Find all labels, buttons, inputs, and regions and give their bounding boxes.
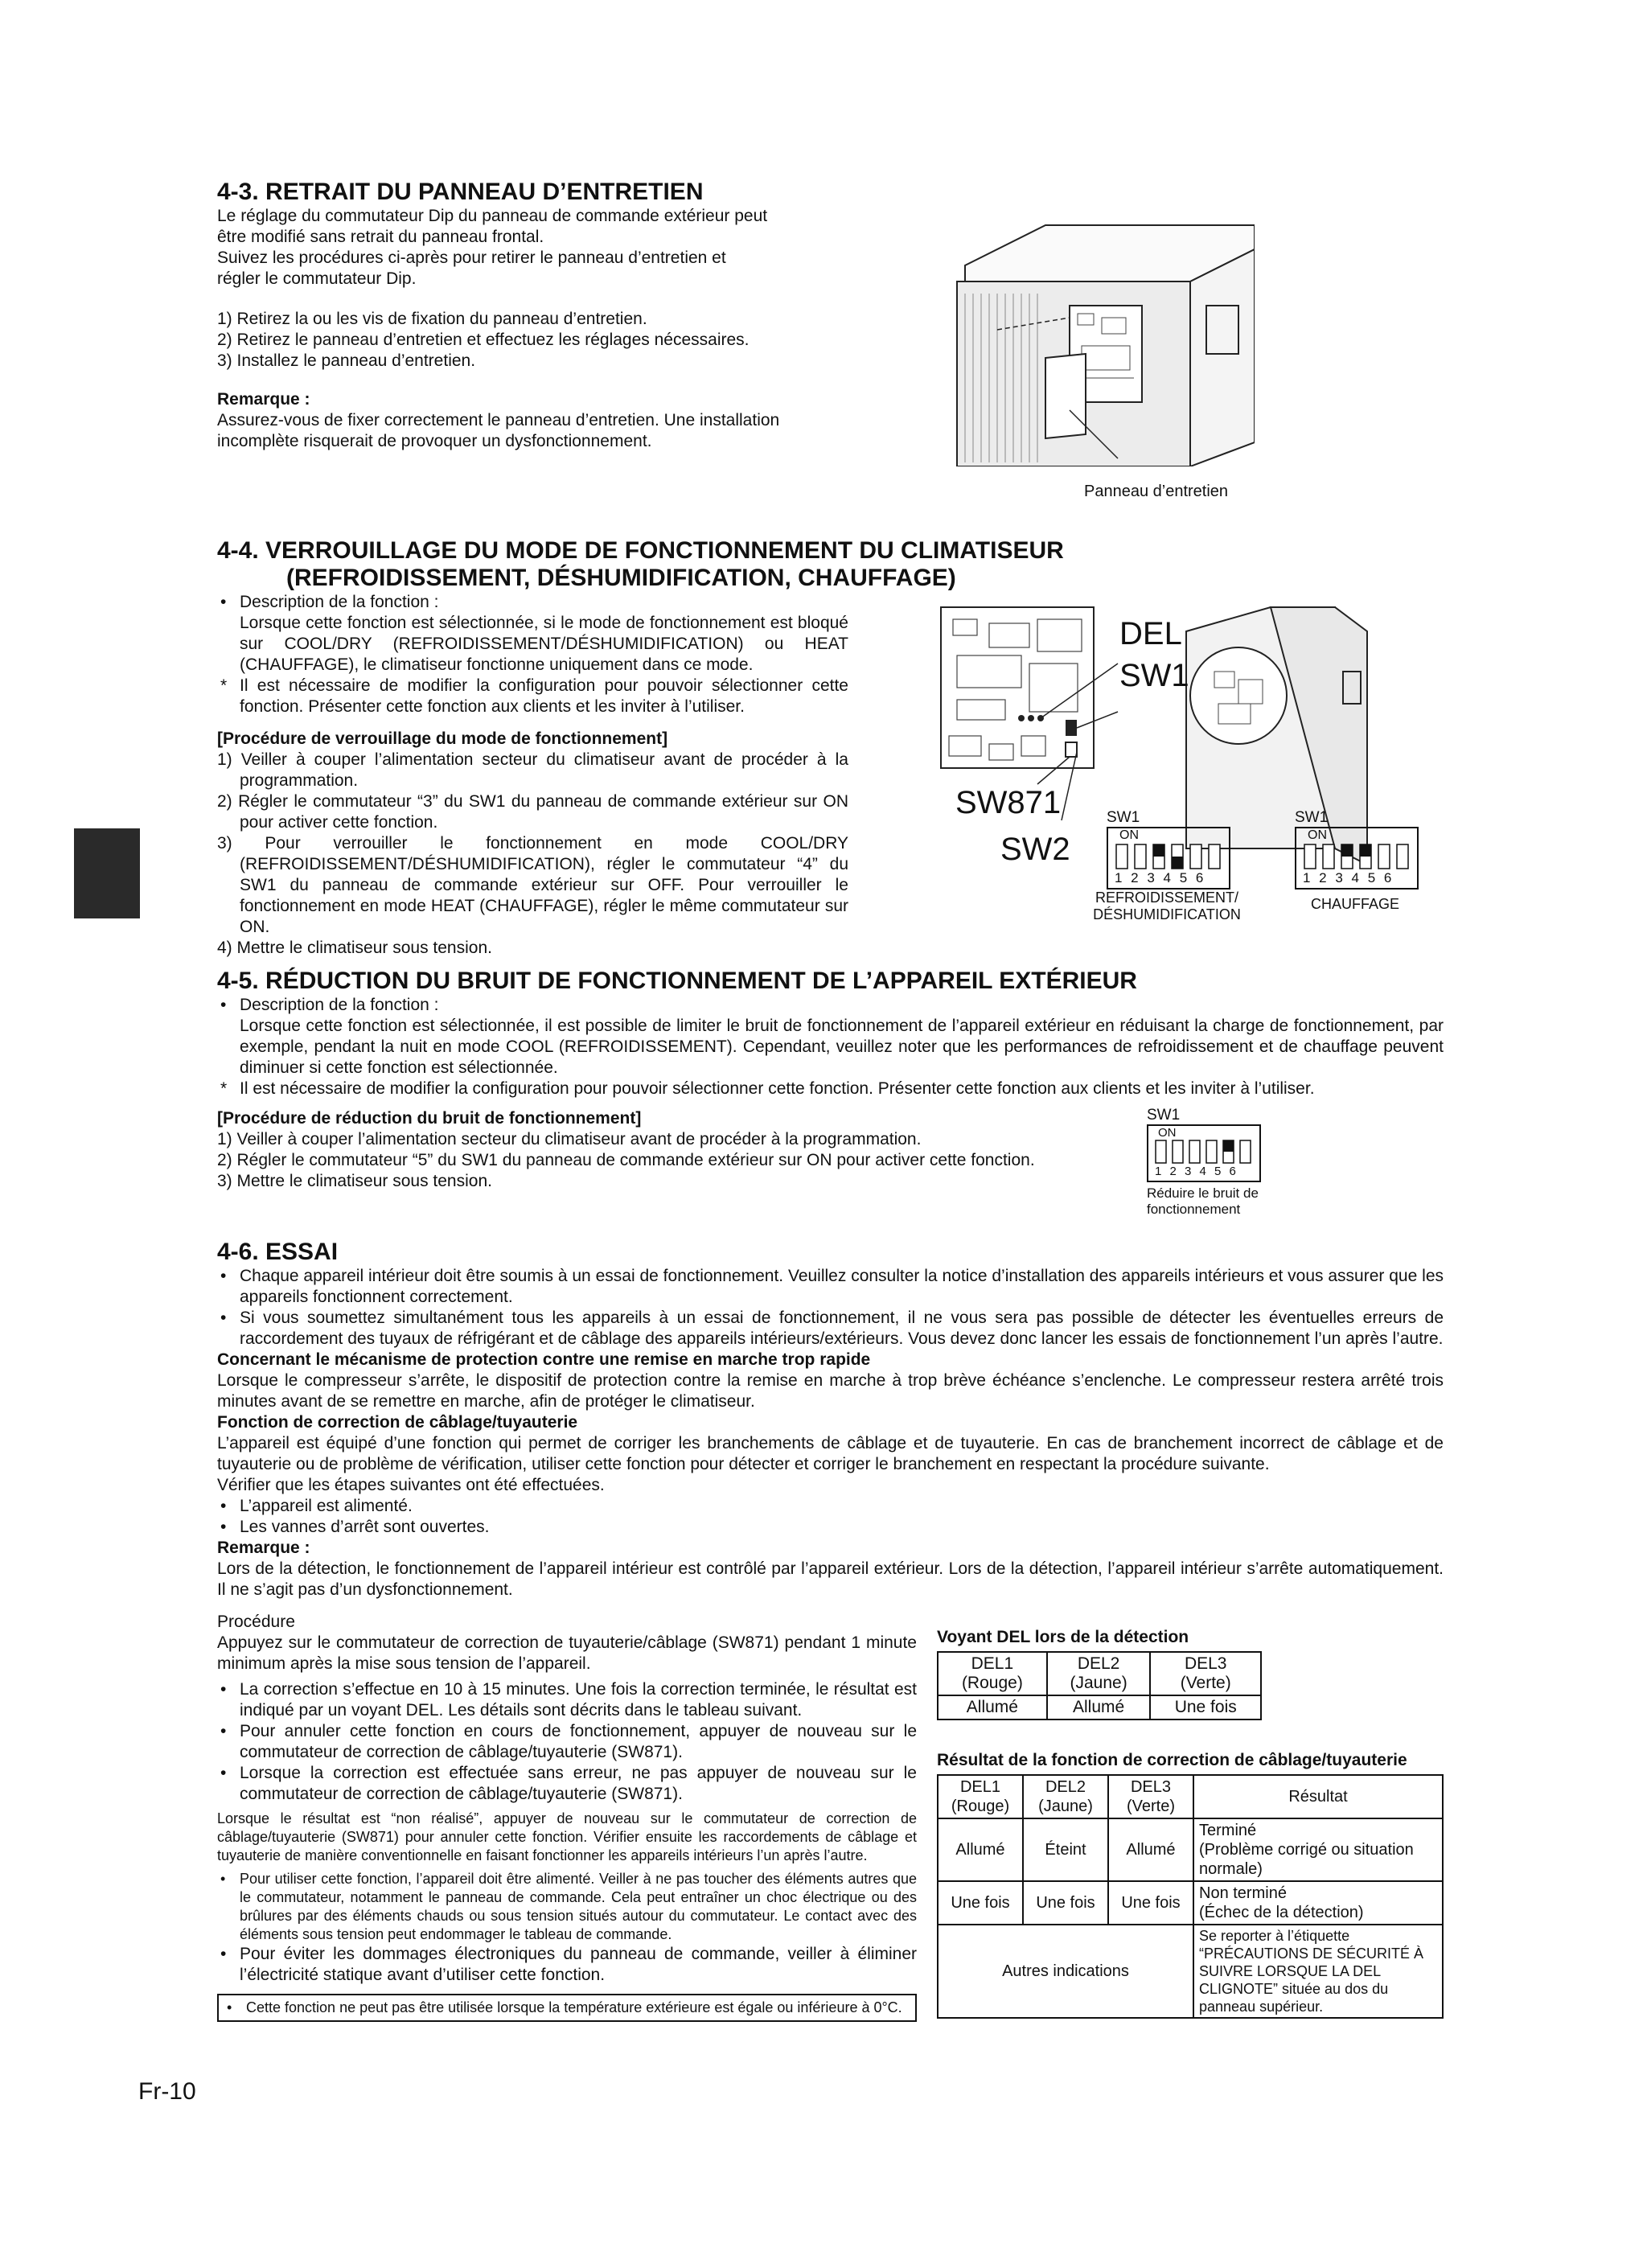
result-other-text: Se reporter à l’étiquette “PRÉCAUTIONS DE SÉCURITÉ À SUIVRE LORSQUE LA DEL CLIGNOTE” située au dos du panneau supérieur. <box>1193 1925 1443 2018</box>
result-cell: Allumé <box>938 1818 1023 1881</box>
procedure-bullet-2: • Pour annuler cette fonction en cours de fonctionnement, appuyer de nouveau sur le commutateur de correction de câblage/tuyauterie (SW871). <box>217 1721 917 1763</box>
verify-bullet-2: • Les vannes d’arrêt sont ouvertes. <box>217 1517 1444 1538</box>
description-text: Lorsque cette fonction est sélectionnée, si le mode de fonctionnement est bloqué sur COOL/DRY (REFROIDISSEMENT/DÉSHUMIDIFICATION) ou HEAT (CHAUFFAGE), le climatiseur fonctionne uniquement dans ce mode. <box>240 614 848 674</box>
step-1: 1) Veiller à couper l’alimentation secteur du climatiseur avant de procéder à la programmation. <box>217 750 848 790</box>
dip-noise-caption: Réduire le bruit de fonctionnement <box>1147 1185 1259 1217</box>
dip-on-label: ON <box>1308 828 1327 842</box>
dip-cool-caption: REFROIDISSEMENT/ DÉSHUMIDIFICATION <box>1093 890 1241 922</box>
not-done-note: Lorsque le résultat est “non réalisé”, appuyer de nouveau sur le commutateur de correction de câblage/tuyauterie (SW871) pour annuler cette fonction. Vérifier ensuite les raccordements de câblage et tuyauterie de manière conventionnelle en faisant fonctionner les appareils intérieurs l’un après l’autre. <box>217 1810 917 1863</box>
procedure-text: Appuyez sur le commutateur de correction de tuyauterie/câblage (SW871) pendant 1 minute minimum après la mise sous tension de l’appareil. <box>217 1633 917 1673</box>
verify-text: Vérifier que les étapes suivantes ont été effectuées. <box>217 1476 605 1494</box>
section-4-5 <box>217 968 1444 1099</box>
result-table-block <box>937 1750 1444 2019</box>
led-table-title: Voyant DEL lors de la détection <box>937 1628 1189 1646</box>
result-header-2: DEL2 (Jaune) <box>1023 1775 1108 1818</box>
dip-on-label: ON <box>1158 1126 1177 1140</box>
procedure-bullet-1: • La correction s’effectue en 10 à 15 minutes. Une fois la correction terminée, le résultat est indiqué par un voyant DEL. Les détails sont décrits dans le tableau suivant. <box>217 1679 917 1721</box>
safety-bullet-2: • Pour éviter les dommages électroniques du panneau de commande, veiller à éliminer l’électricité statique avant d’utiliser cette fonction. <box>217 1944 917 1986</box>
dip-label: SW1 <box>1295 809 1329 826</box>
section-4-6 <box>217 1239 1444 1600</box>
section-tab-marker <box>74 828 140 918</box>
procedure-bullet-3: • Lorsque la correction est effectuée sans erreur, ne pas appuyer de nouveau sur le commutateur de correction de câblage/tuyauterie (SW871). <box>217 1763 917 1805</box>
correction-title: Fonction de correction de câblage/tuyauterie <box>217 1413 578 1432</box>
temperature-note: • Cette fonction ne peut pas être utilisée lorsque la température extérieure est égale ou inférieure à 0°C. <box>224 1999 910 2017</box>
protection-title: Concernant le mécanisme de protection contre une remise en marche trop rapide <box>217 1350 871 1369</box>
result-cell: Une fois <box>1108 1881 1193 1925</box>
correction-text: L’appareil est équipé d’une fonction qui permet de corriger les branchements de câblage et de tuyauterie. En cas de branchement incorrect de câblage et de tuyauterie ou de problème de vérification, utiliser cette fonction pour détecter et corriger le branchement en respectant la procédure suivante. <box>217 1434 1444 1473</box>
service-panel-caption: Panneau d’entretien <box>1084 483 1229 500</box>
result-header-4: Résultat <box>1193 1775 1443 1818</box>
page-number: Fr-10 <box>138 2078 196 2105</box>
result-cell: Allumé <box>1108 1818 1193 1881</box>
led-header-1: DEL1 (Rouge) <box>938 1652 1047 1695</box>
remark-text: Lors de la détection, le fonctionnement de l’appareil intérieur est contrôlé par l’appareil extérieur. Lors de la détection, l’appareil intérieur s’arrête automatiquement. Il ne s’agit pas d’un dysfonctionnement. <box>217 1559 1444 1599</box>
result-table <box>937 1774 1444 2019</box>
remark-title: Remarque : <box>217 1539 310 1557</box>
sw2-label: SW2 <box>1000 832 1070 867</box>
sw1-label: SW1 <box>1119 658 1189 693</box>
section-4-4-steps <box>217 750 848 959</box>
step-3: 3) Mettre le climatiseur sous tension. <box>217 1172 492 1190</box>
step-1: 1) Retirez la ou les vis de fixation du panneau d’entretien. <box>217 310 647 328</box>
procedure-column <box>217 1612 917 2022</box>
section-4-3-title: 4-3. RETRAIT DU PANNEAU D’ENTRETIEN <box>217 179 704 205</box>
result-other-label: Autres indications <box>938 1925 1193 2018</box>
dip-numbers: 1 2 3 4 5 6 <box>1303 870 1394 885</box>
led-header-2: DEL2 (Jaune) <box>1047 1652 1151 1695</box>
sw871-label: SW871 <box>955 785 1062 820</box>
dip-label: SW1 <box>1107 809 1140 826</box>
step-1: 1) Veiller à couper l’alimentation secteur du climatiseur avant de procéder à la programmation. <box>217 1130 922 1148</box>
led-header-3: DEL3 (Verte) <box>1150 1652 1261 1695</box>
result-cell: Une fois <box>1023 1881 1108 1925</box>
star-note: * Il est nécessaire de modifier la configuration pour pouvoir sélectionner cette fonction. Présenter cette fonction aux clients et les inviter à l’utiliser. <box>217 676 848 717</box>
dip-on-label: ON <box>1119 828 1139 842</box>
section-4-3-intro2: Suivez les procédures ci-après pour retirer le panneau d’entretien et régler le commutateur Dip. <box>217 249 726 288</box>
dip-numbers: 1 2 3 4 5 6 <box>1115 870 1206 885</box>
section-4-3 <box>217 179 796 452</box>
section-4-4-title-line2: (REFROIDISSEMENT, DÉSHUMIDIFICATION, CHAUFFAGE) <box>286 565 956 591</box>
step-4: 4) Mettre le climatiseur sous tension. <box>217 939 492 957</box>
section-4-4-title-line1: 4-4. VERROUILLAGE DU MODE DE FONCTIONNEMENT DU CLIMATISEUR <box>217 537 1064 564</box>
section-4-3-remark-text: Assurez-vous de fixer correctement le panneau d’entretien. Une installation incomplète risquerait de provoquer un dysfonctionnement. <box>217 411 780 450</box>
section-4-3-remark-title: Remarque : <box>217 390 310 409</box>
led-table-block <box>937 1627 1262 1720</box>
step-3: 3) Pour verrouiller le fonctionnement en mode COOL/DRY (REFROIDISSEMENT/DÉSHUMIDIFICATION), régler le commutateur “4” du SW1 du panneau de commande extérieur sur OFF. Pour verrouiller le fonctionnement en mode HEAT (CHAUFFAGE), régler le même commutateur sur ON. <box>217 834 848 936</box>
description-text: Lorsque cette fonction est sélectionnée, il est possible de limiter le bruit de fonctionnement de l’appareil extérieur en réduisant la charge de fonctionnement, par exemple, pendant la nuit en mode COOL (REFROIDISSEMENT). Cependant, veuillez noter que les performances de refroidissement et de chauffage peuvent diminuer si cette fonction est sélectionnée. <box>240 1017 1444 1077</box>
essai-bullet-1: • Chaque appareil intérieur doit être soumis à un essai de fonctionnement. Veuillez consulter la notice d’installation des appareils intérieurs et vous assurer que les appareils fonctionnent correctement. <box>217 1266 1444 1308</box>
dip-label: SW1 <box>1147 1107 1181 1124</box>
result-table-title: Résultat de la fonction de correction de câblage/tuyauterie <box>937 1751 1407 1769</box>
section-4-5-title: 4-5. RÉDUCTION DU BRUIT DE FONCTIONNEMENT DE L’APPAREIL EXTÉRIEUR <box>217 968 1137 994</box>
essai-bullet-2: • Si vous soumettez simultanément tous les appareils à un essai de fonctionnement, il ne vous sera pas possible de détecter les éventuelles erreurs de raccordement des tuyaux de réfrigérant et de câblage des appareils intérieurs/extérieurs. Vous devez donc lancer les essais de fonctionnement l’un après l’autre. <box>217 1308 1444 1350</box>
result-header-3: DEL3 (Verte) <box>1108 1775 1193 1818</box>
section-4-5-procedure <box>217 1108 1102 1192</box>
step-2: 2) Régler le commutateur “3” du SW1 du panneau de commande extérieur sur ON pour activer cette fonction. <box>217 792 848 832</box>
description-bullet: • Description de la fonction : <box>217 592 848 613</box>
result-cell-text: Non terminé (Échec de la détection) <box>1193 1881 1443 1925</box>
step-2: 2) Retirez le panneau d’entretien et effectuez les réglages nécessaires. <box>217 331 750 349</box>
dip-numbers: 1 2 3 4 5 6 <box>1155 1165 1238 1178</box>
step-3: 3) Installez le panneau d’entretien. <box>217 351 476 370</box>
section-4-4-body <box>217 592 848 959</box>
dip-switch-heat <box>1295 809 1419 913</box>
temperature-note-box <box>217 1994 917 2022</box>
del-label: DEL <box>1119 616 1182 651</box>
outdoor-unit-service-panel-figure <box>949 217 1255 466</box>
result-cell-text: Terminé (Problème corrigé ou situation normale) <box>1193 1818 1443 1881</box>
verify-bullet-1: • L’appareil est alimenté. <box>217 1496 1444 1517</box>
dip-heat-caption: CHAUFFAGE <box>1310 896 1399 912</box>
result-header-1: DEL1 (Rouge) <box>938 1775 1023 1818</box>
led-cell: Allumé <box>1047 1695 1151 1719</box>
step-2: 2) Régler le commutateur “5” du SW1 du panneau de commande extérieur sur ON pour activer cette fonction. <box>217 1151 1035 1169</box>
safety-bullet-1: • Pour utiliser cette fonction, l’appareil doit être alimenté. Veiller à ne pas toucher des éléments autres que le commutateur, notamment le panneau de commande. Cela peut entraîner un choc électrique ou des brûlures par des éléments chauds ou sous tension situés autour du commutateur. Le contact avec des éléments sous tension peut endommager le tableau de commande. <box>217 1870 917 1944</box>
result-cell: Éteint <box>1023 1818 1108 1881</box>
star-note: * Il est nécessaire de modifier la configuration pour pouvoir sélectionner cette fonction. Présenter cette fonction aux clients et les inviter à l’utiliser. <box>217 1079 1444 1099</box>
protection-text: Lorsque le compresseur s’arrête, le dispositif de protection contre la remise en marche à trop brève échéance s’enclenche. Le compresseur restera arrêté trois minutes avant de se remettre en marche, afin de protéger le climatiseur. <box>217 1371 1444 1411</box>
led-table <box>937 1651 1262 1720</box>
section-4-3-steps <box>217 309 796 372</box>
procedure-title: [Procédure de réduction du bruit de fonctionnement] <box>217 1109 642 1128</box>
dip-switch-noise <box>1147 1107 1261 1218</box>
led-cell: Allumé <box>938 1695 1047 1719</box>
section-4-6-title: 4-6. ESSAI <box>217 1239 339 1265</box>
led-cell: Une fois <box>1150 1695 1261 1719</box>
dip-switch-cool-dry <box>1093 809 1243 923</box>
procedure-title: [Procédure de verrouillage du mode de fonctionnement] <box>217 729 668 748</box>
description-bullet: • Description de la fonction : <box>217 995 1444 1016</box>
procedure-label: Procédure <box>217 1613 295 1631</box>
result-cell: Une fois <box>938 1881 1023 1925</box>
section-4-3-intro1: Le réglage du commutateur Dip du panneau de commande extérieur peut être modifié sans retrait du panneau frontal. <box>217 207 768 246</box>
section-4-4-title-block <box>217 537 1464 592</box>
